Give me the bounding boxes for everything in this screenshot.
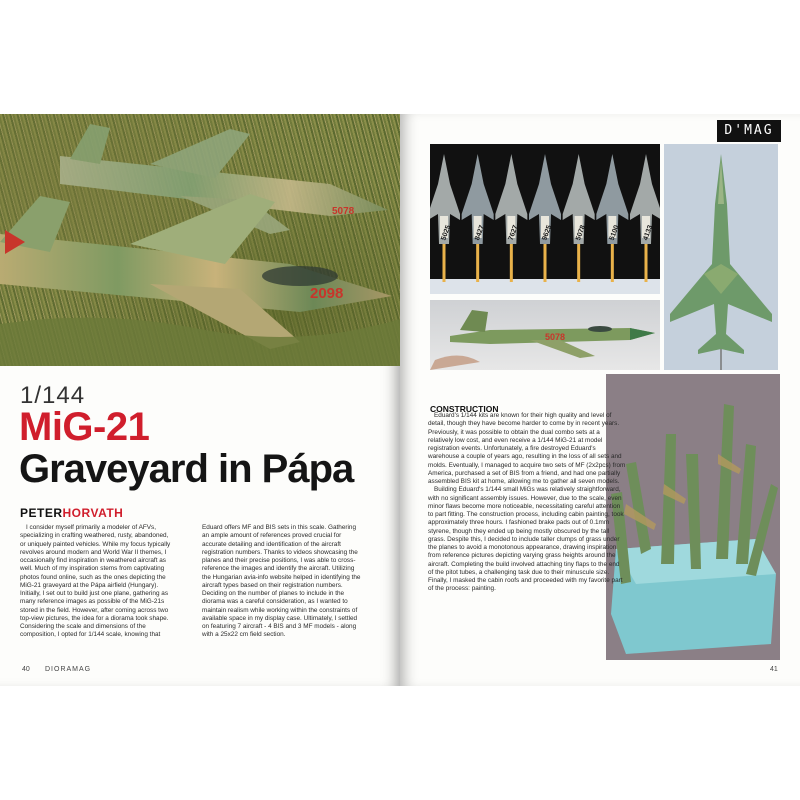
photo-side-view — [430, 300, 660, 370]
model-number-tag: 5078 — [575, 224, 587, 242]
model-number-tag: 4133 — [642, 224, 655, 242]
dmag-logo: D'MAG — [717, 120, 781, 142]
title-graveyard: Graveyard in Pápa — [19, 447, 354, 491]
author-first-name: PETER — [20, 506, 63, 520]
model-number-tag: 5100 — [608, 224, 621, 242]
title-mig21: MiG-21 — [19, 405, 150, 449]
hero-number-5078: 5078 — [332, 206, 355, 217]
page-number-right: 41 — [770, 666, 778, 673]
scale-label: 1/144 — [20, 382, 86, 409]
diorama-photo-art — [0, 114, 400, 366]
left-page — [0, 114, 400, 686]
article-column-2: Eduard offers MF and BIS sets in this scale. Gathering an ample amount of references proved crucial for accurate detailing and identification of the aircraft registration numbers. Thanks to videos showcasing the planes and their precise positions, I was able to cross-reference the images and identify the aircraft. Utilizing the Hungarian avia-info website helped in identifying the aircraft types based on their registration numbers. Deciding on the number of planes to include in the diorama was a careful consideration, as I wanted to maintain realism while working within the constraints of available space in my display case. Ultimately, I settled on featuring 7 aircraft - 4 BIS and 3 MF models - along with a 25x22 cm field section. — [202, 524, 361, 639]
author-byline — [20, 506, 123, 520]
model-number-tag: 9625 — [541, 224, 554, 242]
magazine-name: DIORAMAG — [45, 666, 92, 673]
model-number-tag: 7627 — [507, 224, 520, 242]
author-last-name: HORVATH — [62, 506, 124, 520]
magazine-spread — [0, 114, 800, 686]
photo-top-view — [664, 144, 778, 370]
model-number-tag: 8427 — [474, 224, 486, 242]
hero-photo — [0, 114, 400, 366]
model-number-tag: 5025 — [440, 224, 453, 242]
article-column-1: I consider myself primarily a modeler of AFVs, specializing in crafting weathered, rusty, abandoned, or uniquely painted vehicles. While my focus typically revolves around modern and World War II themes, I occasionally find inspiration in weathered aircraft as well. Much of my inspiration stems from captivating photos found online, such as the ones depicting the MiG-21 graveyard at the Pápa airfield (Hungary). Initially, I set out to build just one plane, gathering as many reference images as possible of the MiG-21s stored in the field. However, after coming across two top-view pictures, the idea for a diorama took shape. Considering the scale and dimensions of the composition, I opted for 1/144 scale, knowing that — [20, 524, 171, 639]
hero-number-2098: 2098 — [310, 285, 344, 302]
section-heading-construction: CONSTRUCTION — [430, 404, 499, 414]
right-page — [400, 114, 800, 686]
construction-paragraph-2: Building Eduard's 1/144 small MiGs was relatively straightforward, with no significant assembly issues. However, due to the scale, even minor flaws become more noticeable, necessitating careful attention to part fitting. The construction process, including cabin painting, took approximately three hours. I fashioned brake pads out of 0.1mm styrene, though they ended up being mostly obscured by the tall grass. Despite this, I decided to include taller clumps of grass under the planes to avoid a monotonous appearance, drawing inspiration from reference pictures depicting varying grass heights around the aircraft. Completing the build involved attaching tiny flaps to the end of the pitot tubes, a challenging task due to their minuscule size. Finally, I masked the cabin roofs and proceeded with my favorite part of the process: painting. — [428, 486, 624, 593]
page-number-left: 40 — [22, 666, 30, 673]
construction-paragraph-1: Eduard's 1/144 kits are known for their high quality and level of detail, though they have become harder to come by in recent years. Previously, it was possible to obtain the dual combo sets at a relatively low cost, and even receive a 1/144 MiG-21 at model registration events. Unfortunately, a fire destroyed Eduard's warehouse a couple of years ago, resulting in the loss of all sets and molds. Eventually, I managed to acquire two sets of MF (2x2pcs) from America, purchased a set of BIS from a friend, and had one partially assembled BIS kit at home, allowing me to gather all seven models. — [428, 412, 626, 485]
photo-models-on-stands — [430, 144, 660, 294]
side-view-number: 5078 — [545, 332, 566, 342]
construction-text — [428, 412, 626, 594]
photo-foam-base — [606, 374, 780, 660]
